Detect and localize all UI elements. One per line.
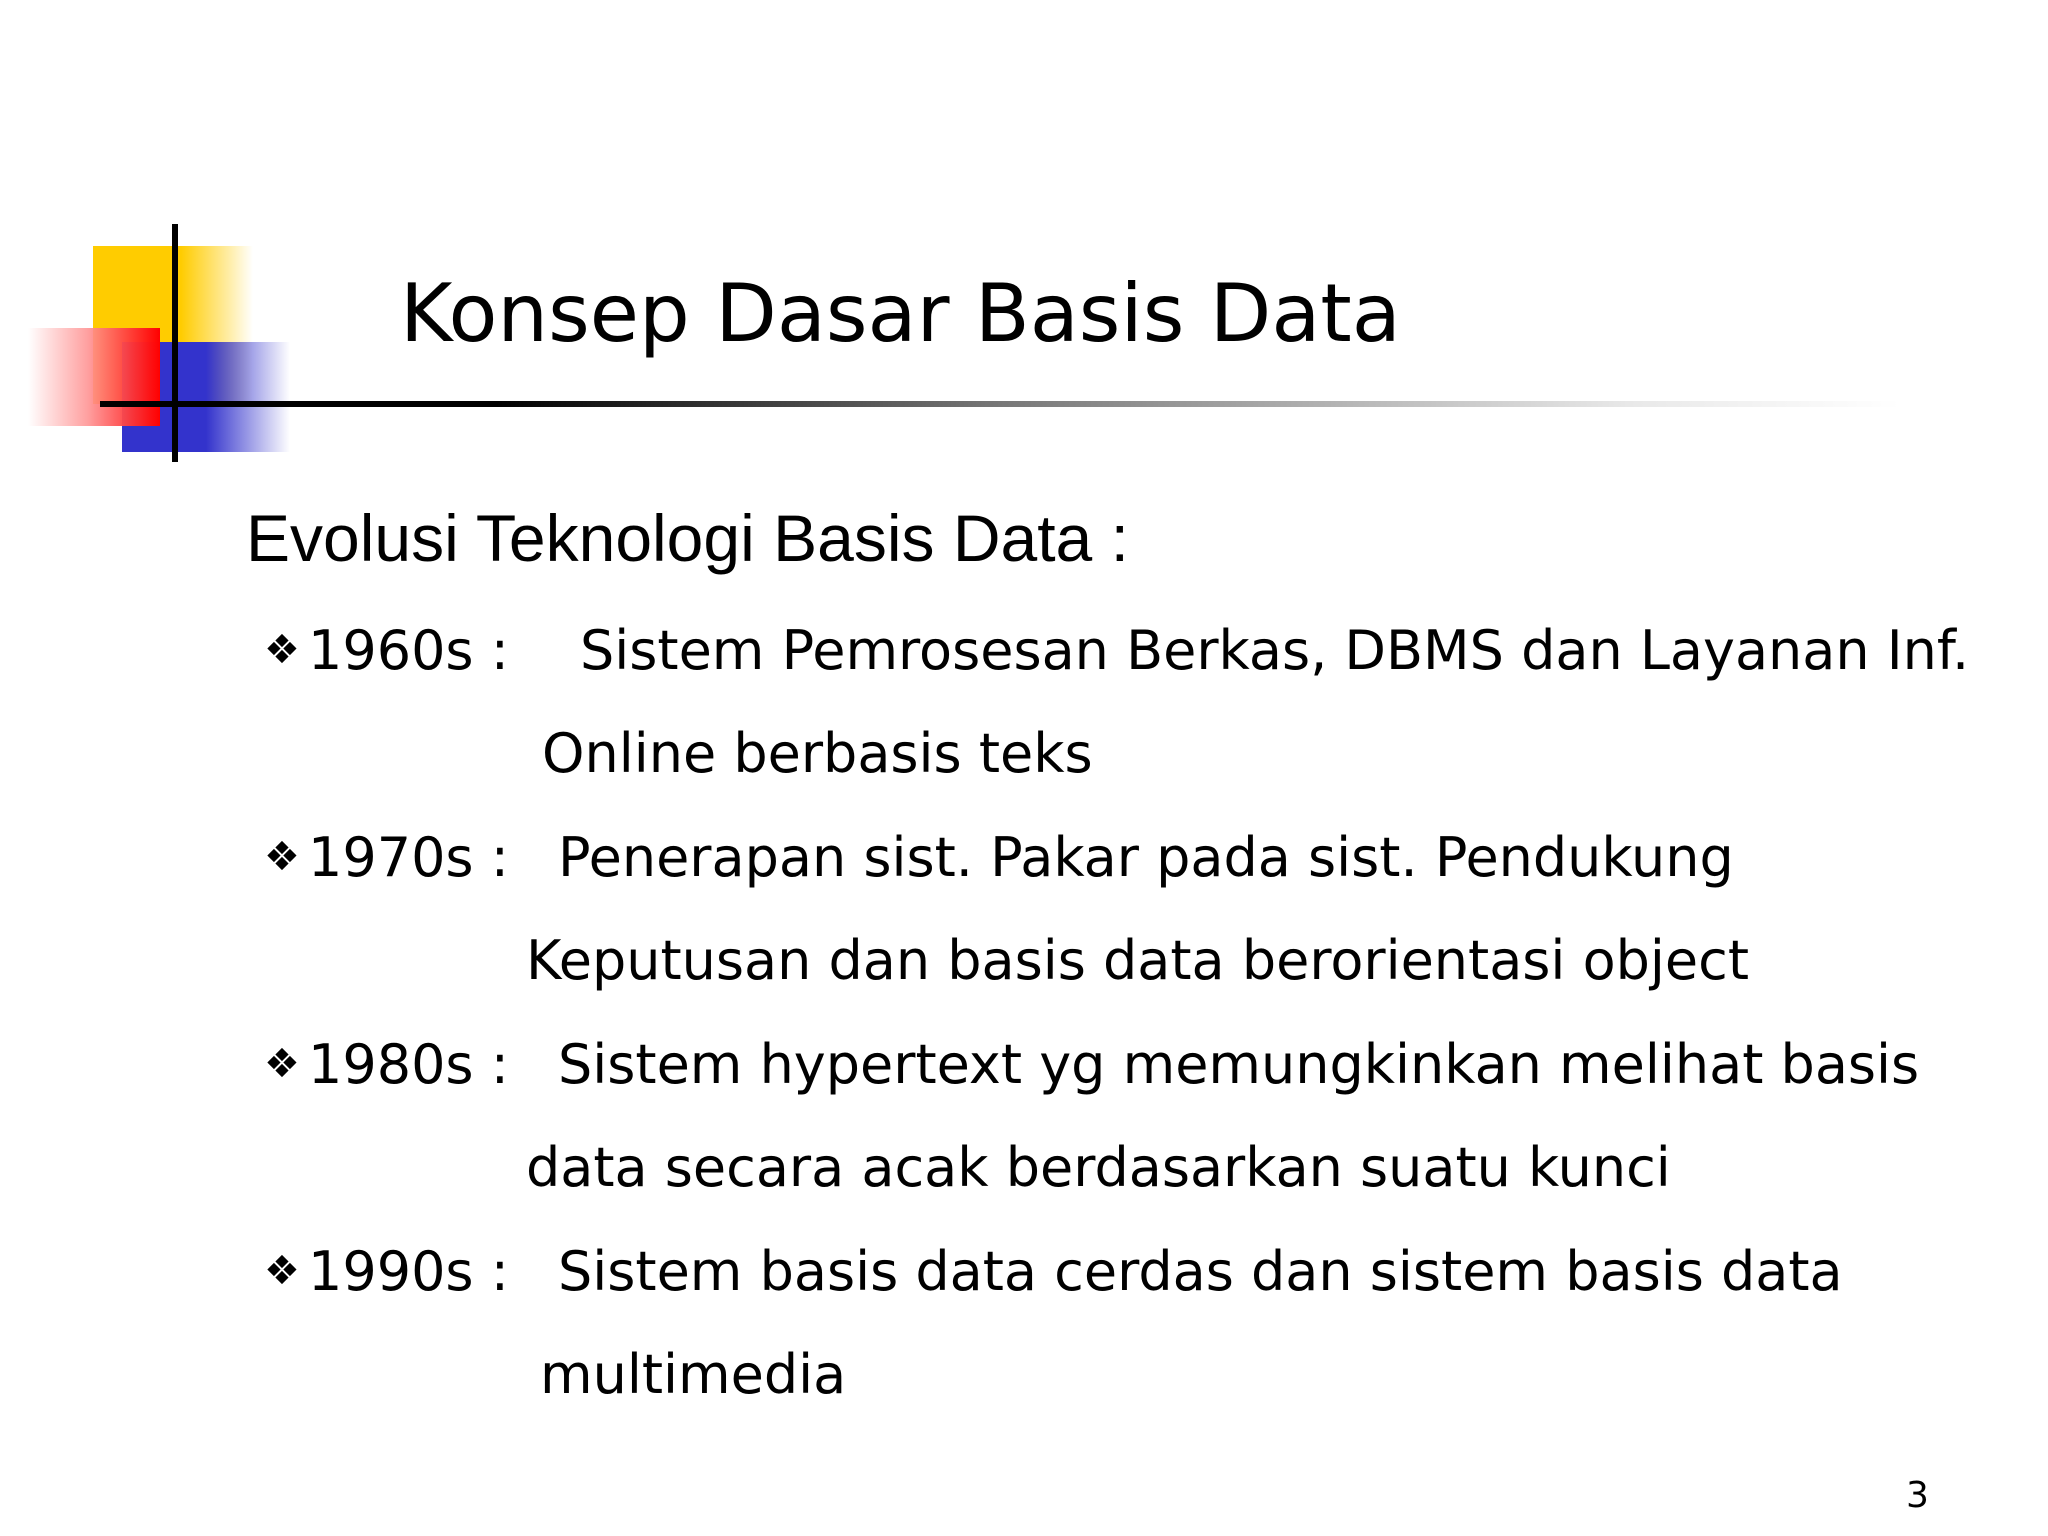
diamond-bullet-icon: ❖ — [264, 1041, 300, 1087]
item-description-continued: data secara acak berdasarkan suatu kunci — [526, 1136, 1671, 1199]
item-description: Sistem Pemrosesan Berkas, DBMS dan Layanan Inf. — [580, 619, 1970, 682]
list-item — [264, 1240, 1843, 1303]
item-description-continued: multimedia — [540, 1343, 847, 1406]
vertical-rule — [172, 224, 178, 462]
red-square-decoration — [28, 328, 160, 426]
page-number: 3 — [1906, 1475, 1929, 1516]
item-description: Sistem basis data cerdas dan sistem basis data — [558, 1240, 1843, 1303]
item-description-continued: Keputusan dan basis data berorientasi object — [526, 929, 1749, 992]
item-description: Sistem hypertext yg memungkinkan melihat basis — [558, 1033, 1920, 1096]
item-year: 1960s : — [308, 619, 509, 682]
slide-title: Konsep Dasar Basis Data — [400, 267, 1401, 360]
slide-subtitle: Evolusi Teknologi Basis Data : — [246, 501, 1129, 575]
list-item — [264, 619, 1970, 682]
item-description-continued: Online berbasis teks — [542, 722, 1093, 785]
item-year: 1990s : — [308, 1240, 509, 1303]
diamond-bullet-icon: ❖ — [264, 1248, 300, 1294]
item-description: Penerapan sist. Pakar pada sist. Pendukung — [558, 826, 1734, 889]
item-year: 1980s : — [308, 1033, 509, 1096]
title-underline-rule — [100, 401, 1900, 407]
item-year: 1970s : — [308, 826, 509, 889]
diamond-bullet-icon: ❖ — [264, 627, 300, 673]
list-item — [264, 826, 1734, 889]
diamond-bullet-icon: ❖ — [264, 834, 300, 880]
list-item — [264, 1033, 1920, 1096]
